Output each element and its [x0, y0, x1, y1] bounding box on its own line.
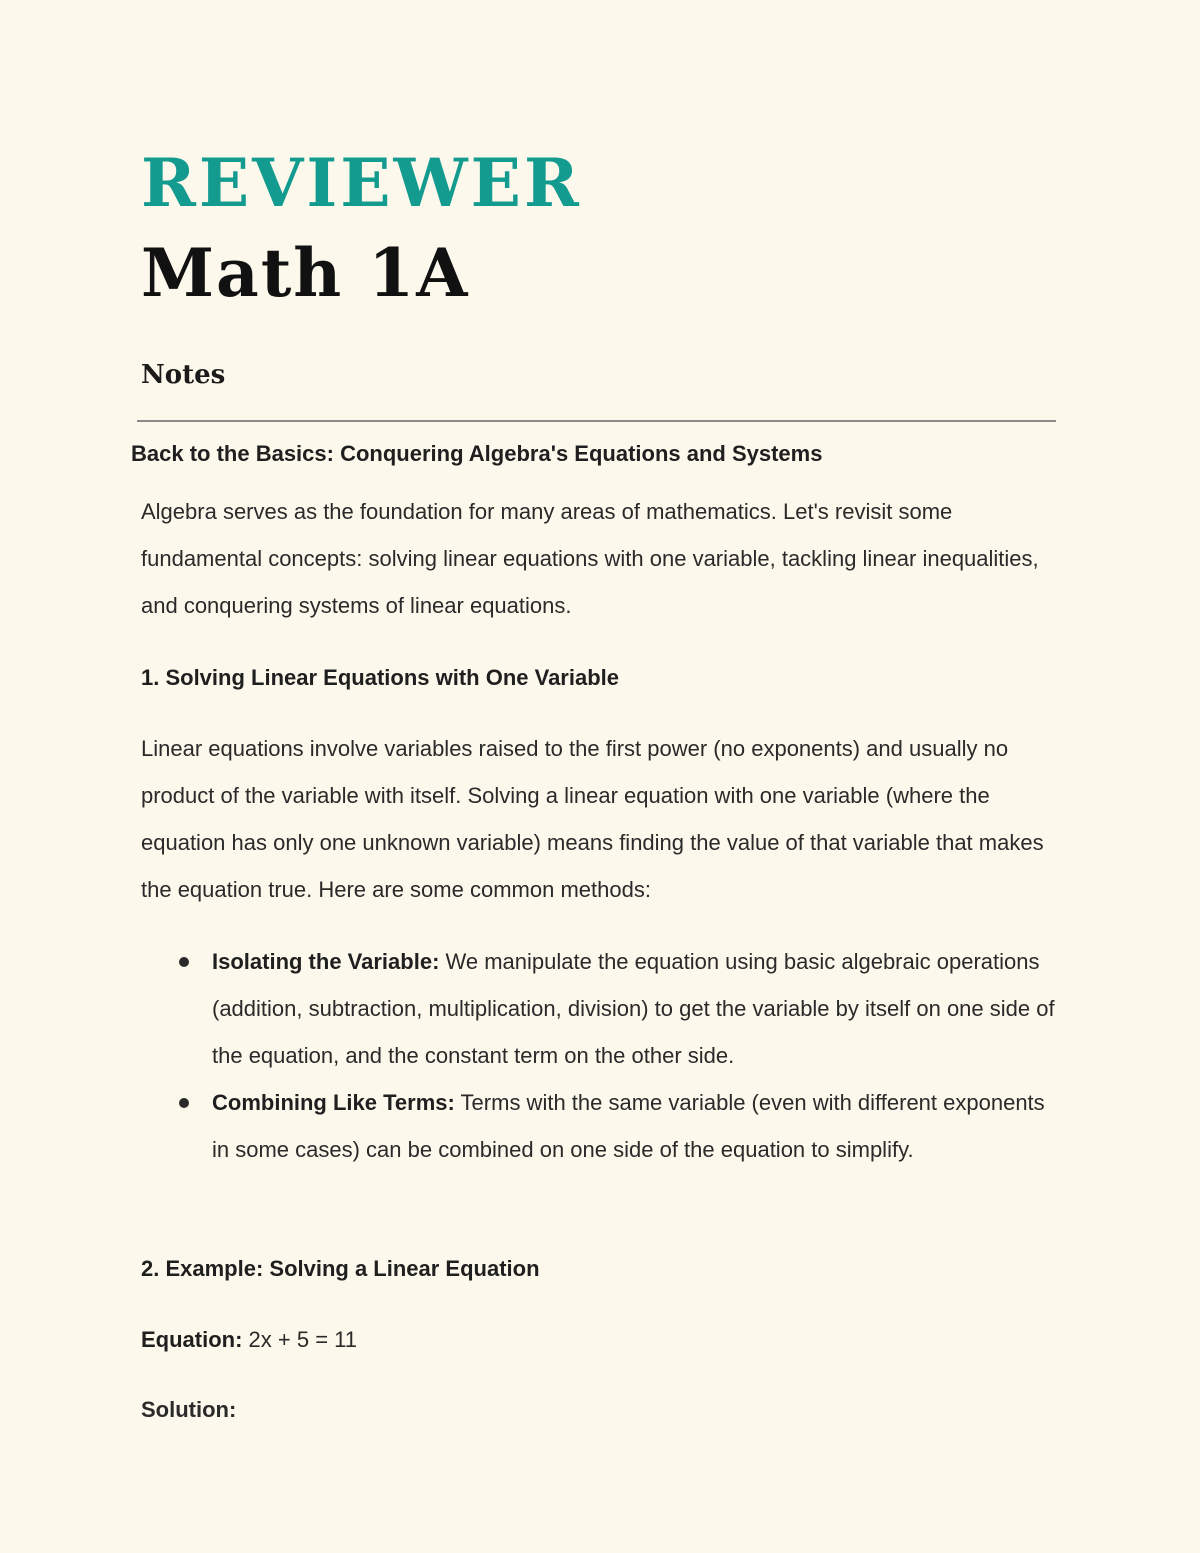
bullet-term: Isolating the Variable: — [212, 949, 440, 974]
solution-label: Solution: — [141, 1397, 237, 1422]
reviewer-title: REVIEWER — [141, 144, 582, 222]
section-1-heading: 1. Solving Linear Equations with One Variable — [141, 665, 619, 690]
course-title: Math 1A — [141, 234, 470, 312]
bullet-term: Combining Like Terms: — [212, 1090, 455, 1115]
section-1-paragraph: Linear equations involve variables raised to the first power (no exponents) and usually no product of the variable with itself. Solving a linear equation with one variable (where the equation has only one unknown variable) means finding the value of that variable that makes the equation true. Here are some common methods: — [141, 736, 1044, 902]
bullet-icon — [179, 957, 189, 967]
notes-label: Notes — [141, 360, 226, 390]
header-divider — [137, 420, 1056, 422]
bullet-text: Terms with the same variable (even with different exponents in some cases) can be combined on one side of the equation to simplify. — [212, 1090, 1045, 1162]
equation-label: Equation: — [141, 1327, 243, 1352]
list-item — [141, 1079, 1056, 1173]
equation-value: 2x + 5 = 11 — [242, 1327, 358, 1352]
document-heading: Back to the Basics: Conquering Algebra's Equations and Systems — [131, 441, 823, 466]
bullet-text: We manipulate the equation using basic algebraic operations (addition, subtraction, multiplication, division) to get the variable by itself on one side of the equation, and the constant term on the other side. — [212, 949, 1055, 1068]
list-item — [141, 938, 1056, 1079]
intro-paragraph: Algebra serves as the foundation for many areas of mathematics. Let's revisit some fundamental concepts: solving linear equations with one variable, tackling linear inequalities, and conquering systems of linear equations. — [141, 499, 1039, 618]
equation-line — [141, 1326, 357, 1355]
bullet-icon — [179, 1098, 189, 1108]
section-2-heading: 2. Example: Solving a Linear Equation — [141, 1256, 540, 1281]
methods-list — [141, 938, 1056, 1173]
